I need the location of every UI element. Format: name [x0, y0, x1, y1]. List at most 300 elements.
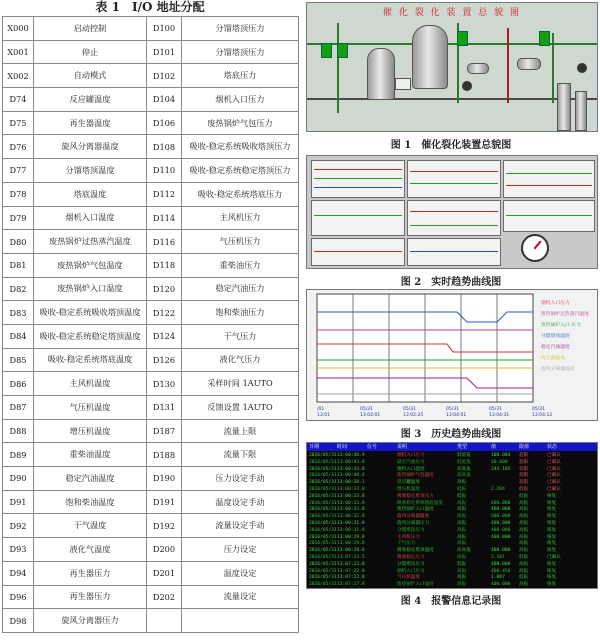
- time-axis-label: 13:01: [317, 413, 330, 418]
- alarm-cell: 超限: [519, 453, 529, 458]
- description-cell: 旋风分离器压力: [34, 609, 147, 633]
- description-cell: 废热锅炉气包压力: [182, 111, 299, 135]
- alarm-cell: 恢复: [547, 568, 557, 574]
- table-row: [3, 159, 299, 183]
- description-cell: 气压机温度: [34, 396, 147, 420]
- description-cell: 流量下限: [182, 443, 299, 467]
- address-cell: X001: [3, 40, 34, 64]
- alarm-cell: 2016/05/31: [309, 500, 337, 506]
- alarm-cell: 400.000: [491, 500, 511, 506]
- alarm-cell: 13:00:29.8: [337, 541, 365, 547]
- column-header: 类型: [457, 444, 468, 450]
- alarm-cell: 13:07:17.8: [337, 582, 365, 588]
- alarm-cell: 超限: [519, 480, 529, 486]
- address-cell: D191: [147, 490, 182, 514]
- alarm-cell: 1.087: [491, 575, 505, 581]
- alarm-cell: 3.101: [491, 555, 505, 560]
- description-cell: 重柴油温度: [34, 443, 147, 467]
- legend-entry: 旋风分离器温度: [541, 367, 575, 372]
- alarm-cell: 13:07:23.0: [337, 561, 365, 567]
- table-row: [3, 230, 299, 254]
- alarm-cell: 高报: [519, 521, 529, 526]
- alarm-cell: 恢复: [547, 514, 557, 520]
- address-cell: D192: [147, 514, 182, 538]
- alarm-cell: 13:00:28.8: [337, 548, 365, 554]
- address-cell: D188: [147, 443, 182, 467]
- table-row: [3, 182, 299, 206]
- trend-panel: [311, 160, 405, 198]
- alarm-cell: 恢复: [547, 561, 557, 567]
- alarm-cell: 低报: [457, 561, 467, 567]
- alarm-cell: 2016/05/31: [309, 521, 337, 526]
- address-cell: D200: [147, 538, 182, 562]
- alarm-cell: 13:00:32.8: [337, 507, 365, 513]
- alarm-cell: 高报: [457, 507, 467, 513]
- address-cell: D187: [147, 419, 182, 443]
- alarm-cell: 2016/05/31: [309, 507, 337, 513]
- history-trend-chart: [307, 290, 597, 420]
- alarm-cell: 超限: [519, 473, 529, 479]
- table-row: [3, 253, 299, 277]
- trend-panel: [407, 160, 501, 198]
- description-cell: 反应罐温度: [34, 88, 147, 112]
- table-row: [3, 467, 299, 491]
- alarm-cell: 恢复: [547, 521, 557, 526]
- alarm-cell: 已确认: [547, 466, 561, 472]
- description-cell: 温度设定手动: [182, 490, 299, 514]
- alarm-cell: 低报: [519, 493, 529, 499]
- description-cell: 重柴油压力: [182, 253, 299, 277]
- column-header: 值: [491, 444, 497, 450]
- alarm-cell: 高报: [519, 582, 529, 588]
- description-cell: 饱和柴油温度: [34, 490, 147, 514]
- trend-panel: [311, 200, 405, 236]
- address-cell: D92: [3, 514, 34, 538]
- alarm-cell: 烟机入口温度: [397, 466, 425, 472]
- alarm-cell: 高报: [457, 480, 467, 486]
- address-cell: D114: [147, 206, 182, 230]
- description-cell: 吸收-稳定系统稳定塔顶温度: [34, 324, 147, 348]
- description-cell: 流量设定: [182, 585, 299, 609]
- address-cell: D101: [147, 40, 182, 64]
- alarm-cell: 废热锅炉气包温度: [397, 473, 434, 479]
- level-gauge-icon: [321, 43, 332, 58]
- alarm-cell: 13:00:43.8: [337, 466, 365, 472]
- alarm-cell: 2016/05/31: [309, 555, 337, 560]
- alarm-cell: 13:00:32.8: [337, 514, 365, 520]
- alarm-cell: 2016/05/31: [309, 582, 337, 588]
- alarm-cell: 低报: [457, 493, 467, 499]
- alarm-cell: 400.000: [491, 548, 511, 554]
- alarm-cell: 13:07:22.8: [337, 575, 365, 581]
- alarm-cell: 恢复: [547, 582, 557, 588]
- table-row: [3, 17, 299, 41]
- legend-entry: 分馏塔顶温度: [541, 334, 570, 339]
- description-cell: 压力设定: [182, 538, 299, 562]
- description-cell: 停止: [34, 40, 147, 64]
- alarm-cell: 干气压力: [397, 541, 416, 547]
- alarm-cell: 废热锅炉入口温度: [397, 507, 434, 513]
- alarm-cell: 恢复: [547, 527, 557, 533]
- table-row: [3, 206, 299, 230]
- address-cell: D78: [3, 182, 34, 206]
- alarm-cell: 2016/05/31: [309, 473, 337, 479]
- alarm-cell: 2.204: [491, 487, 505, 492]
- alarm-cell: 高报: [457, 534, 467, 540]
- address-cell: D106: [147, 111, 182, 135]
- alarm-cell: 13:00:38.1: [337, 480, 365, 486]
- level-gauge-icon: [457, 31, 468, 46]
- description-cell: 饱和柴油压力: [182, 301, 299, 325]
- alarm-cell: 低报: [519, 555, 529, 560]
- alarm-cell: 吸收稳定压力: [397, 555, 425, 560]
- alarm-cell: 13:07:23.5: [337, 555, 365, 560]
- alarm-cell: 13:00:29.8: [337, 534, 365, 540]
- address-cell: D80: [3, 230, 34, 254]
- address-cell: D96: [3, 585, 34, 609]
- figure4-caption: 图 4 报警信息记录图: [400, 596, 502, 607]
- alarm-cell: 13:00:43.8: [337, 459, 365, 465]
- address-cell: D190: [147, 467, 182, 491]
- address-cell: X002: [3, 64, 34, 88]
- alarm-cell: 13:00:46.9: [337, 453, 365, 458]
- column-header: 限值: [519, 444, 530, 450]
- description-cell: 液化气压力: [182, 348, 299, 372]
- description-cell: 吸收-稳定系统稳定塔顶压力: [182, 159, 299, 183]
- alarm-cell: 恢复: [547, 548, 557, 554]
- screen-title: 催 化 裂 化 装 置 总 貌 图: [383, 8, 521, 18]
- alarm-cell: 2016/05/31: [309, 459, 337, 465]
- alarm-cell: 2016/05/31: [309, 480, 337, 486]
- address-cell: D91: [3, 490, 34, 514]
- alarm-cell: 高报: [457, 541, 467, 547]
- alarm-cell: 已确认: [547, 487, 561, 492]
- legend-entry: 废热锅炉过热蒸汽温度: [541, 312, 589, 317]
- description-cell: 启动控制: [34, 17, 147, 41]
- description-cell: 烟机入口压力: [182, 88, 299, 112]
- time-axis-label: 13:02:01: [360, 413, 381, 418]
- reactor-vessel: [367, 48, 395, 100]
- alarm-cell: 2016/05/31: [309, 561, 337, 567]
- table-row: [3, 372, 299, 396]
- alarm-cell: 13:07:22.8: [337, 568, 365, 574]
- alarm-log-screen: [306, 442, 598, 589]
- figure1-caption: 图 1 催化裂化装置总貌图: [390, 140, 512, 151]
- description-cell: 主风机温度: [34, 372, 147, 396]
- address-cell: D82: [3, 277, 34, 301]
- table-row: [3, 490, 299, 514]
- alarm-cell: 超限: [519, 459, 529, 465]
- alarm-cell: 吸收稳定塔顶温度: [397, 548, 434, 554]
- time-axis-label: /01: [317, 407, 325, 412]
- realtime-trend-screen: [306, 155, 598, 269]
- alarm-cell: 吸收稳定塔顶压力: [397, 493, 434, 499]
- alarm-cell: 旋风分离器温度: [397, 514, 430, 520]
- alarm-cell: 恢复: [547, 534, 557, 540]
- description-cell: 反馈设置 1AUTO: [182, 396, 299, 420]
- description-cell: 流量设定手动: [182, 514, 299, 538]
- description-cell: [182, 609, 299, 633]
- description-cell: 废热锅炉过热蒸汽温度: [34, 230, 147, 254]
- alarm-cell: 高高报: [457, 548, 471, 554]
- description-cell: 烟机入口温度: [34, 206, 147, 230]
- alarm-cell: 分馏塔顶压力: [397, 561, 425, 567]
- alarm-cell: 400.000: [491, 521, 511, 526]
- description-cell: 旋风分离器温度: [34, 135, 147, 159]
- address-cell: D76: [3, 135, 34, 159]
- alarm-cell: 高报: [457, 500, 467, 506]
- alarm-cell: 高报: [457, 582, 467, 588]
- legend-entry: 再生器温度: [541, 356, 565, 361]
- time-axis-label: 05/31: [446, 407, 459, 412]
- description-cell: 分馏塔顶温度: [34, 159, 147, 183]
- alarm-cell: 2016/05/31: [309, 534, 337, 540]
- description-cell: 分馏塔顶压力: [182, 40, 299, 64]
- alarm-cell: 2016/05/31: [309, 493, 337, 499]
- table-row: [3, 88, 299, 112]
- alarm-cell: 已确认: [547, 473, 561, 479]
- alarm-cell: 已确认: [547, 555, 561, 560]
- alarm-cell: 13:00:33.8: [337, 487, 365, 492]
- alarm-cell: 增压机温度: [397, 487, 420, 492]
- table-row: [3, 419, 299, 443]
- table-row: [3, 277, 299, 301]
- description-cell: 再生器温度: [34, 111, 147, 135]
- alarm-cell: 13:00:31.8: [337, 527, 365, 533]
- address-cell: D124: [147, 324, 182, 348]
- trend-panel: [503, 200, 595, 232]
- column-header: 日期: [309, 444, 320, 450]
- time-axis-label: 05/31: [532, 407, 545, 412]
- description-cell: 吸收-稳定系统塔底压力: [182, 182, 299, 206]
- column-header: 位号: [367, 444, 378, 450]
- alarm-cell: 稳定汽油压力: [397, 459, 425, 465]
- table-row: [3, 561, 299, 585]
- address-cell: D108: [147, 135, 182, 159]
- address-cell: D130: [147, 372, 182, 396]
- alarm-cell: 40.800: [491, 459, 508, 465]
- address-cell: D86: [3, 372, 34, 396]
- alarm-cell: 高报: [519, 507, 529, 513]
- address-cell: D201: [147, 561, 182, 585]
- alarm-cell: 高报: [519, 500, 529, 506]
- description-cell: 稳定汽油温度: [34, 467, 147, 491]
- description-cell: 吸收-稳定系统吸收塔顶压力: [182, 135, 299, 159]
- description-cell: 采样时间 1AUTO: [182, 372, 299, 396]
- description-cell: 废热锅炉入口温度: [34, 277, 147, 301]
- address-cell: D112: [147, 182, 182, 206]
- column-header: 状态: [547, 444, 558, 450]
- description-cell: 液化气温度: [34, 538, 147, 562]
- alarm-cell: 高高报: [457, 466, 471, 472]
- description-cell: 气压机压力: [182, 230, 299, 254]
- alarm-cell: 低报: [519, 575, 529, 581]
- alarm-cell: 已确认: [547, 480, 561, 486]
- trend-panel: [311, 238, 405, 266]
- alarm-cell: 超限: [519, 466, 529, 472]
- alarm-cell: 2016/05/31: [309, 548, 337, 554]
- figure2-caption: 图 2 实时趋势曲线图: [400, 277, 502, 288]
- description-cell: 吸收-稳定系统吸收塔顶温度: [34, 301, 147, 325]
- table-row: [3, 396, 299, 420]
- time-axis-label: 13:04:31: [489, 413, 510, 418]
- alarm-cell: 2016/05/31: [309, 568, 337, 574]
- alarm-cell: 已确认: [547, 453, 561, 458]
- alarm-cell: 高报: [457, 575, 467, 581]
- alarm-cell: 分馏塔顶压力: [397, 527, 425, 533]
- history-trend-screen: [306, 289, 598, 421]
- pressure-dial-icon: [521, 234, 549, 262]
- address-cell: D116: [147, 230, 182, 254]
- level-gauge-icon: [539, 31, 550, 46]
- address-cell: D126: [147, 348, 182, 372]
- alarm-cell: 高报: [457, 555, 467, 560]
- alarm-cell: 高报: [457, 514, 467, 520]
- alarm-cell: 高报: [519, 561, 529, 567]
- alarm-cell: 600.000: [491, 514, 511, 520]
- address-cell: D94: [3, 561, 34, 585]
- alarm-cell: 2016/05/31: [309, 487, 337, 492]
- alarm-cell: 恢复: [547, 541, 557, 547]
- alarm-cell: 旋风分离器压力: [397, 521, 430, 526]
- description-cell: 压力设定手动: [182, 467, 299, 491]
- description-cell: 流量上限: [182, 419, 299, 443]
- alarm-cell: 400.000: [491, 527, 511, 533]
- alarm-cell: 恢复: [547, 575, 557, 581]
- alarm-cell: 高报: [519, 548, 529, 554]
- table-row: [3, 135, 299, 159]
- trend-panel: [407, 238, 501, 266]
- description-cell: 干气压力: [182, 324, 299, 348]
- description-cell: 塔底温度: [34, 182, 147, 206]
- alarm-cell: 13:00:33.8: [337, 500, 365, 506]
- alarm-cell: 低低报: [457, 459, 471, 465]
- address-cell: D131: [147, 396, 182, 420]
- overview-screen: [306, 2, 598, 132]
- alarm-cell: 400.000: [491, 534, 511, 540]
- alarm-cell: 244.105: [491, 466, 511, 472]
- alarm-cell: 废热锅炉入口温度: [397, 582, 434, 588]
- alarm-cell: 高报: [519, 541, 529, 547]
- table-row: [3, 609, 299, 633]
- description-cell: 吸收-稳定系统塔底温度: [34, 348, 147, 372]
- alarm-cell: 高高报: [457, 473, 471, 479]
- address-cell: D83: [3, 301, 34, 325]
- legend-entry: 烟机入口压力: [541, 301, 570, 306]
- time-axis-label: 13:04:12: [532, 413, 553, 418]
- time-axis-label: 05/31: [403, 407, 416, 412]
- alarm-cell: 气压机温度: [397, 575, 420, 581]
- legend-entry: 稳定汽油温度: [541, 345, 570, 350]
- description-cell: 稳定汽油压力: [182, 277, 299, 301]
- alarm-cell: 2016/05/31: [309, 514, 337, 520]
- address-cell: D122: [147, 301, 182, 325]
- alarm-cell: 400.000: [491, 507, 511, 513]
- address-cell: [147, 609, 182, 633]
- alarm-cell: 2016/05/31: [309, 453, 337, 458]
- address-cell: D81: [3, 253, 34, 277]
- alarm-cell: 低低报: [457, 453, 471, 458]
- description-cell: 温度设定: [182, 561, 299, 585]
- address-cell: X000: [3, 17, 34, 41]
- address-cell: D202: [147, 585, 182, 609]
- legend-entry: 废热锅炉入口 压力: [541, 323, 581, 328]
- alarm-cell: 高报: [457, 568, 467, 574]
- alarm-cell: 400.000: [491, 582, 511, 588]
- description-cell: 增压机温度: [34, 419, 147, 443]
- description-cell: 主风机压力: [182, 206, 299, 230]
- description-cell: 再生器压力: [34, 561, 147, 585]
- table-row: [3, 585, 299, 609]
- regenerator-vessel: [412, 25, 448, 89]
- table-title: 表 1 I/O 地址分配: [95, 0, 205, 14]
- description-cell: 自动模式: [34, 64, 147, 88]
- alarm-cell: 恢复: [547, 493, 557, 499]
- address-cell: D89: [3, 443, 34, 467]
- trend-panel: [503, 160, 595, 198]
- address-cell: D85: [3, 348, 34, 372]
- description-cell: 再生器压力: [34, 585, 147, 609]
- address-cell: D110: [147, 159, 182, 183]
- alarm-cell: 高报: [519, 568, 529, 574]
- alarm-cell: 烟机入口压力: [397, 453, 425, 458]
- table-row: [3, 111, 299, 135]
- address-cell: D75: [3, 111, 34, 135]
- address-cell: D118: [147, 253, 182, 277]
- fractionator-column: [557, 83, 571, 131]
- address-cell: D88: [3, 419, 34, 443]
- table-row: [3, 514, 299, 538]
- trend-panel: [407, 200, 501, 236]
- alarm-cell: 烟机入口压力: [397, 568, 425, 574]
- time-axis-label: 13:02:25: [403, 413, 424, 418]
- table-row: [3, 40, 299, 64]
- address-cell: D77: [3, 159, 34, 183]
- alarm-cell: 13:00:31.8: [337, 521, 365, 526]
- absorber-column: [575, 91, 587, 131]
- table-row: [3, 64, 299, 88]
- alarm-cell: 低报: [519, 487, 529, 492]
- alarm-cell: 高报: [519, 527, 529, 533]
- alarm-cell: 恢复: [547, 507, 557, 513]
- time-axis-label: 05/31: [360, 407, 373, 412]
- column-header: 时间: [337, 444, 348, 450]
- alarm-cell: 13:00:33.8: [337, 493, 365, 499]
- address-cell: D90: [3, 467, 34, 491]
- alarm-cell: 高报: [457, 527, 467, 533]
- alarm-cell: 400.456: [491, 568, 511, 574]
- description-cell: 废热锅炉气包温度: [34, 253, 147, 277]
- table-row: [3, 324, 299, 348]
- io-address-table: [2, 16, 299, 633]
- alarm-cell: 高报: [519, 534, 529, 540]
- time-axis-label: 05/31: [489, 407, 502, 412]
- address-cell: D79: [3, 206, 34, 230]
- alarm-cell: 400.000: [491, 561, 511, 567]
- time-axis-label: 13:04:01: [446, 413, 467, 418]
- address-cell: D98: [3, 609, 34, 633]
- figure3-caption: 图 3 历史趋势曲线图: [400, 429, 502, 440]
- alarm-cell: 吸收稳定系统塔底温度: [397, 500, 443, 506]
- address-cell: D93: [3, 538, 34, 562]
- table-row: [3, 538, 299, 562]
- address-cell: D74: [3, 88, 34, 112]
- description-cell: 分馏塔顶压力: [182, 17, 299, 41]
- alarm-cell: 高报: [457, 521, 467, 526]
- alarm-cell: 100.084: [491, 453, 511, 458]
- alarm-cell: 主风机压力: [397, 534, 420, 540]
- alarm-cell: 反应罐温度: [397, 480, 420, 486]
